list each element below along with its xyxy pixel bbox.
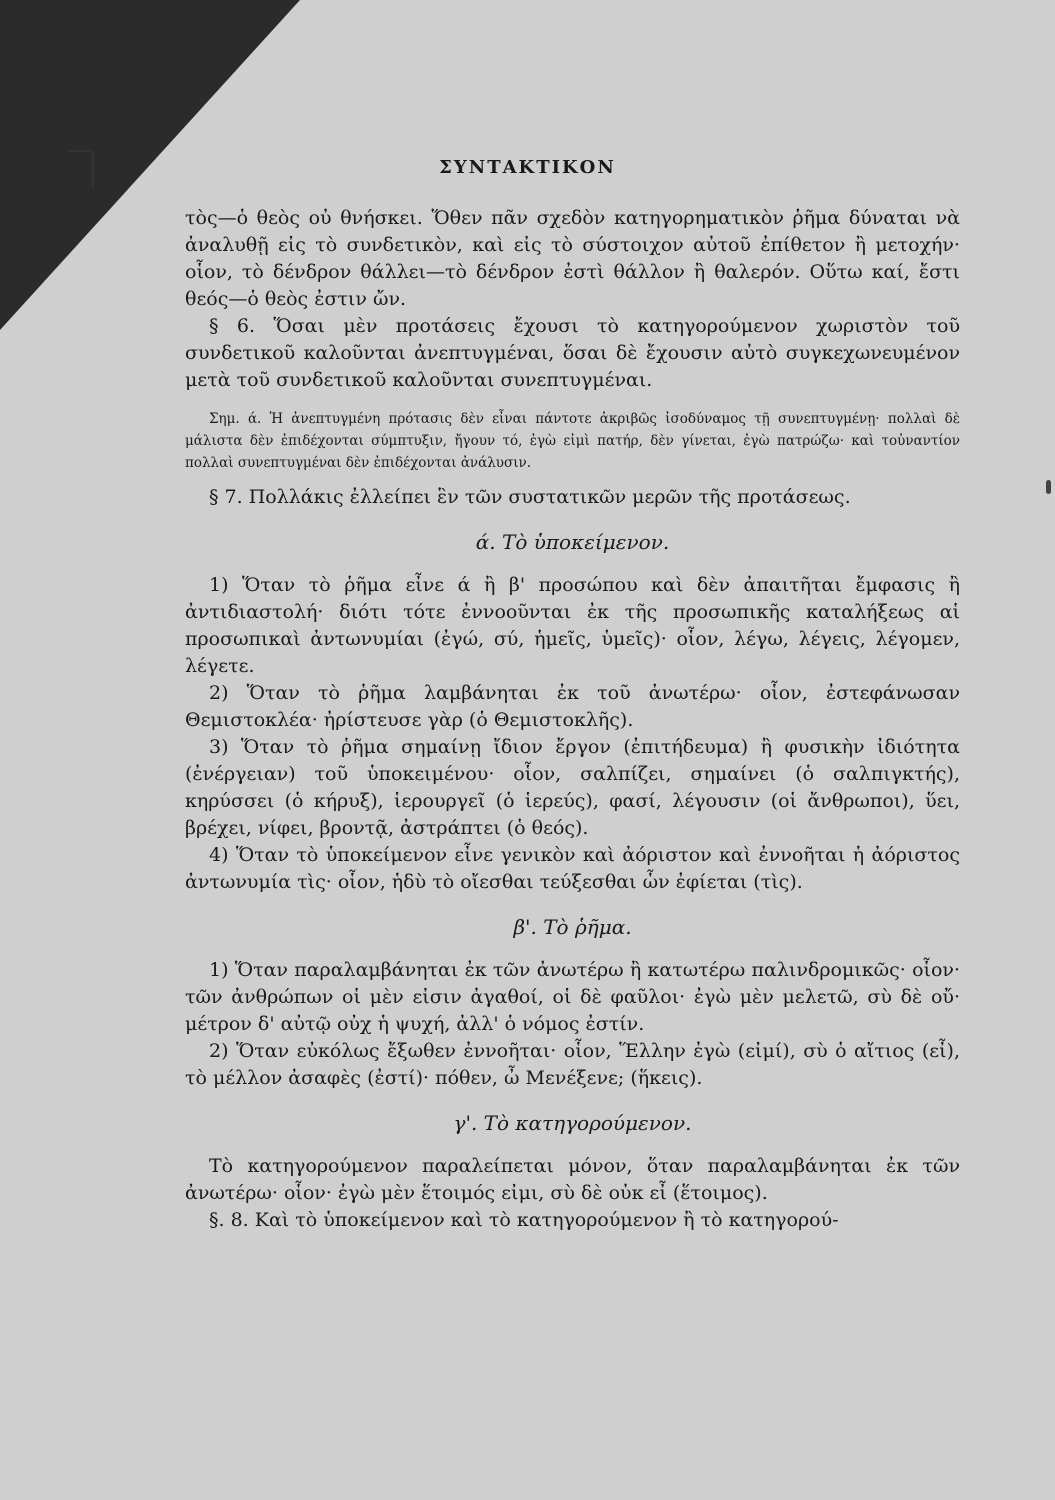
- subheading-subject: ά. Τὸ ὑποκείμενον.: [475, 530, 670, 554]
- paragraph-continuation: τὸς—ὁ θεὸς οὐ θνήσκει. Ὅθεν πᾶν σχεδὸν κατηγορηματικὸν ῥῆμα δύναται νὰ ἀναλυθῇ εἰς τὸ συνδετικὸν, καὶ εἰς τὸ σύστοιχον αὐτοῦ ἐπίθετον ἢ μετοχήν· οἷον, τὸ δένδρον θάλλει—τὸ δένδρον ἐστὶ θάλλον ἢ θαλερόν. Οὕτω καί, ἔστι θεός—ὁ θεὸς ἐστιν ὤν.: [185, 207, 960, 310]
- rule-a2: 2) Ὅταν τὸ ῥῆμα λαμβάνηται ἐκ τοῦ ἀνωτέρω· οἷον, ἐστεφάνωσαν Θεμιστοκλέα· ἠρίστευσε γὰρ (ὁ Θεμιστοκλῆς).: [185, 682, 960, 731]
- body-text: [185, 205, 960, 1234]
- rule-c1: Τὸ κατηγορούμενον παραλείπεται μόνον, ὅταν παραλαμβάνηται ἐκ τῶν ἀνωτέρω· οἷον· ἐγὼ μὲν ἕτοιμός εἰμι, σὺ δὲ οὐκ εἶ (ἕτοιμος).: [185, 1155, 960, 1204]
- rule-a4: 4) Ὅταν τὸ ὑποκείμενον εἶνε γενικὸν καὶ ἀόριστον καὶ ἐννοῆται ἡ ἀόριστος ἀντωνυμία τὶς· οἷον, ἡδὺ τὸ οἴεσθαι τεύξεσθαι ὧν ἐφίεται (τὶς).: [185, 844, 960, 893]
- rule-b1: 1) Ὅταν παραλαμβάνηται ἐκ τῶν ἀνωτέρω ἢ κατωτέρω παλινδρομικῶς· οἷον· τῶν ἀνθρώπων οἱ μὲν εἰσιν ἀγαθοί, οἱ δὲ φαῦλοι· ἐγὼ μὲν μελετῶ, σὺ δὲ οὔ· μέτρον δ' αὐτῷ οὐχ ἡ ψυχή, ἀλλ' ὁ νόμος ἐστίν.: [185, 959, 960, 1035]
- page-title: ΣΥΝΤΑΚΤΙΚΟΝ: [439, 157, 616, 178]
- subheading-verb: β'. Τὸ ῥῆμα.: [513, 915, 632, 939]
- subheading-predicate: γ'. Τὸ κατηγορούμενον.: [453, 1111, 692, 1135]
- section-8: §. 8. Καὶ τὸ ὑποκείμενον καὶ τὸ κατηγορούμενον ἢ τὸ κατηγορού-: [209, 1209, 839, 1231]
- footnote-note: Σημ. ά. Ἡ ἀνεπτυγμένη πρότασις δὲν εἶναι πάντοτε ἀκριβῶς ἰσοδύναμος τῇ συνεπτυγμένῃ· πολλαὶ δὲ μάλιστα δὲν ἐπιδέχονται σύμπτυξιν, ἤγουν τό, ἐγὼ εἰμὶ πατήρ, δὲν γίνεται, ἐγὼ πατρώζω· καὶ τοὐναντίον πολλαὶ συνεπτυγμέναι δὲν ἐπιδέχονται ἀνάλυσιν.: [185, 411, 960, 471]
- rule-a3: 3) Ὅταν τὸ ῥῆμα σημαίνῃ ἴδιον ἔργον (ἐπιτήδευμα) ἢ φυσικὴν ἰδιότητα (ἐνέργειαν) τοῦ ὑποκειμένου· οἷον, σαλπίζει, σημαίνει (ὁ σαλπιγκτής), κηρύσσει (ὁ κήρυξ), ἱερουργεῖ (ὁ ἱερεύς), φασί, λέγουσιν (οἱ ἄνθρωποι), ὕει, βρέχει, νίφει, βροντᾷ, ἀστράπτει (ὁ θεός).: [185, 736, 960, 839]
- rule-b2: 2) Ὅταν εὐκόλως ἔξωθεν ἐννοῆται· οἷον, Ἕλλην ἐγὼ (εἰμί), σὺ ὁ αἴτιος (εἶ), τὸ μέλλον ἀσαφὲς (ἐστί)· πόθεν, ὦ Μενέξενε; (ἥκεις).: [185, 1040, 960, 1089]
- section-6: § 6. Ὅσαι μὲν προτάσεις ἔχουσι τὸ κατηγορούμενον χωριστὸν τοῦ συνδετικοῦ καλοῦνται ἀνεπτυγμέναι, ὅσαι δὲ ἔχουσιν αὐτὸ συγκεχωνευμένον μετὰ τοῦ συνδετικοῦ καλοῦνται συνεπτυγμέναι.: [185, 315, 960, 391]
- rule-a1: 1) Ὅταν τὸ ῥῆμα εἶνε ά ἢ β' προσώπου καὶ δὲν ἀπαιτῆται ἔμφασις ἢ ἀντιδιαστολή· διότι τότε ἐννοοῦνται ἐκ τῆς προσωπικῆς καταλήξεως αἱ προσωπικαὶ ἀντωνυμίαι (ἐγώ, σύ, ἡμεῖς, ὑμεῖς)· οἷον, λέγω, λέγεις, λέγομεν, λέγετε.: [185, 574, 960, 677]
- section-7: § 7. Πολλάκις ἐλλείπει ἓν τῶν συστατικῶν μερῶν τῆς προτάσεως.: [209, 486, 851, 508]
- binding-mark: [1046, 480, 1051, 494]
